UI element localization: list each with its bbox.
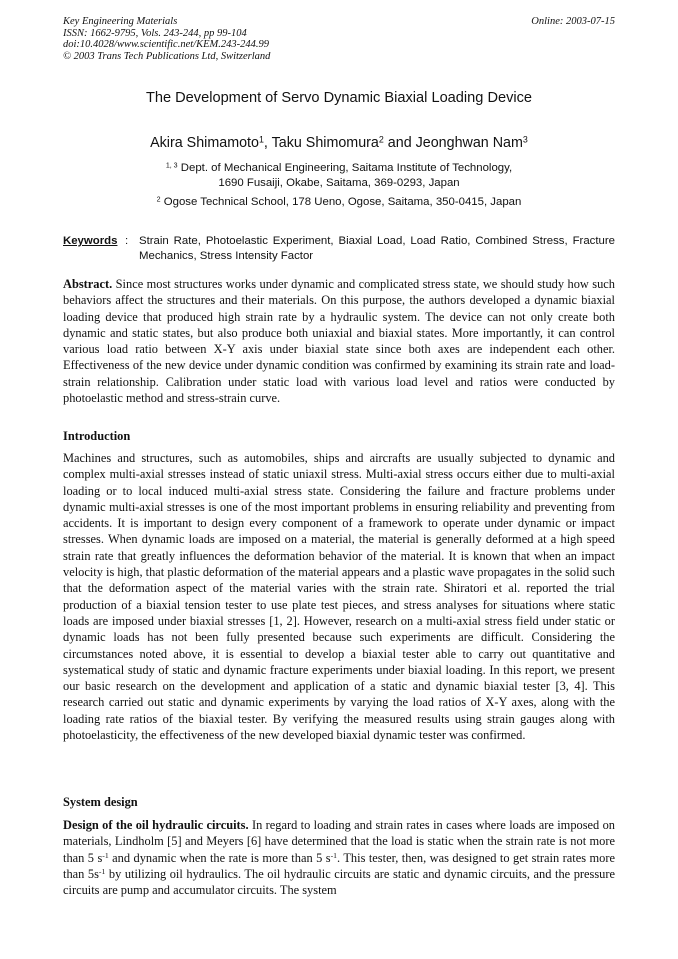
journal-name: Key Engineering Materials bbox=[63, 16, 178, 27]
author-name: and Jeonghwan Nam bbox=[383, 135, 523, 151]
body-text: and dynamic when the rate is more than 5 s bbox=[108, 850, 331, 865]
doi-line: doi:10.4028/www.scientific.net/KEM.243-244.99 bbox=[63, 39, 269, 51]
keywords-block bbox=[63, 234, 615, 263]
abstract-label: Abstract. bbox=[63, 277, 113, 291]
author-affiliation-mark: 1 bbox=[258, 134, 264, 145]
issn-line: ISSN: 1662-9795, Vols. 243-244, pp 99-104 bbox=[63, 27, 247, 39]
copyright-line: © 2003 Trans Tech Publications Ltd, Switzerland bbox=[63, 50, 271, 62]
affiliation-text: Ogose Technical School, 178 Ueno, Ogose, Saitama, 350-0415, Japan bbox=[160, 196, 522, 208]
keywords-label: Keywords bbox=[63, 235, 118, 247]
author-name: , Taku Shimomura bbox=[263, 135, 379, 151]
affiliation-text: Dept. of Mechanical Engineering, Saitama Institute of Technology, bbox=[177, 162, 513, 174]
author-affiliation-mark: 3 bbox=[522, 134, 528, 145]
body-text: In regard to loading and strain rates in cases where loads are imposed on materials, Lindholm [5] and Meyers [6] have determined that the load is static when the strain rate is not more than 5 s bbox=[63, 818, 615, 865]
affiliation-address: 1690 Fusaiji, Okabe, Saitama, 369-0293, Japan bbox=[218, 177, 460, 189]
abstract-text: Since most structures works under dynamic and complicated stress state, we should study how such behaviors affect the structures and their materials. On this purpose, the authors developed a dynamic biaxial loading device that produced high strain rate by a hydraulic system. The device can not only create both dynamic and static states, but also produce both uniaxial and biaxial states. More importantly, it can control various load ratio between X-Y axis under biaxial state since both axes are independent each other. Effectiveness of the new device under dynamic condition was confirmed by examining its strain rate and load-strain relationship. Calibration under static load with various load level and ratios were conducted by photoelastic method and stress-strain curve. bbox=[63, 277, 615, 406]
introduction-heading: Introduction bbox=[63, 429, 131, 443]
keywords-terms: Strain Rate, Photoelastic Experiment, Biaxial Load, Load Ratio, Combined Stress, Fracture Mechanics, Stress Intensity Factor bbox=[139, 235, 615, 262]
unit-exponent: -1 bbox=[102, 850, 109, 860]
affiliation-1 bbox=[0, 161, 678, 191]
affiliation-mark: 2 bbox=[156, 196, 161, 204]
affiliation-2 bbox=[0, 195, 678, 210]
unit-exponent: -1 bbox=[98, 867, 106, 877]
body-text: by utilizing oil hydraulics. The oil hydraulic circuits are static and dynamic circuits, and the pressure circuits are pump and accumulator circuits. The system bbox=[63, 866, 615, 898]
unit-exponent: -1 bbox=[330, 850, 338, 860]
author-list bbox=[0, 135, 678, 151]
introduction-paragraph: Machines and structures, such as automobiles, ships and aircrafts are usually subjected to dynamic and complex multi-axial stresses instead of static uniaxil stress. Multi-axial stress occurs either due to multi-axial loading or to local induced multi-axial stress state. Considering the failure and fracture problems under dynamic multi-axial stresses is one of the most important problems in ensuring reliability and preventing from accidents. It is important to design every component of a framework to operate under dynamic or impact stresses. When dynamic loads are imposed on a material, the material is generally deformed at a high speed strain rate that greatly influences the deformation behavior of the material. It is known that when an impact velocity is high, that plastic deformation of the material appears and a plastic wave propagates in the solid such that the deformation aspect of the material varies with the strain rate. Shiratori et al. reported the trial production of a biaxial tension tester to use plate test pieces, and stress analyses for situations where static loads are imposed under biaxial stresses [1, 2]. However, research on a multi-axial stress field under static or dynamic loads has not been fully presented because such experiments are difficult. Considering the circumstances noted above, it is essential to develop a biaxial tester able to carry out quantitative and systematical study of static and dynamic fracture experiments under biaxial loading. In this report, we present our basic research on the development and application of a static and dynamic biaxial tester [3, 4]. This research carried out static and dynamic experiments by varying the load ratios of X-Y axes, along with the loading rate ratios of the biaxial tester. By verifying the measured results using strain gauges along with photoelasticity, the effectiveness of the new developed biaxial dynamic tester was confirmed. bbox=[63, 451, 615, 743]
affiliation-mark: 1, 3 bbox=[165, 162, 178, 170]
online-date: Online: 2003-07-15 bbox=[531, 16, 615, 27]
publication-header bbox=[63, 16, 615, 62]
author-affiliation-mark: 2 bbox=[378, 134, 384, 145]
body-text: . This tester, then, was designed to get strain rates more than 5s bbox=[63, 850, 615, 881]
subsection-label: Design of the oil hydraulic circuits. bbox=[63, 818, 249, 832]
system-design-heading: System design bbox=[63, 795, 138, 809]
keywords-colon: : bbox=[125, 235, 129, 247]
author-name: Akira Shimamoto bbox=[150, 135, 259, 151]
system-design-paragraph bbox=[63, 817, 615, 898]
paper-title: The Development of Servo Dynamic Biaxial Loading Device bbox=[145, 90, 533, 106]
abstract-paragraph bbox=[63, 276, 615, 406]
